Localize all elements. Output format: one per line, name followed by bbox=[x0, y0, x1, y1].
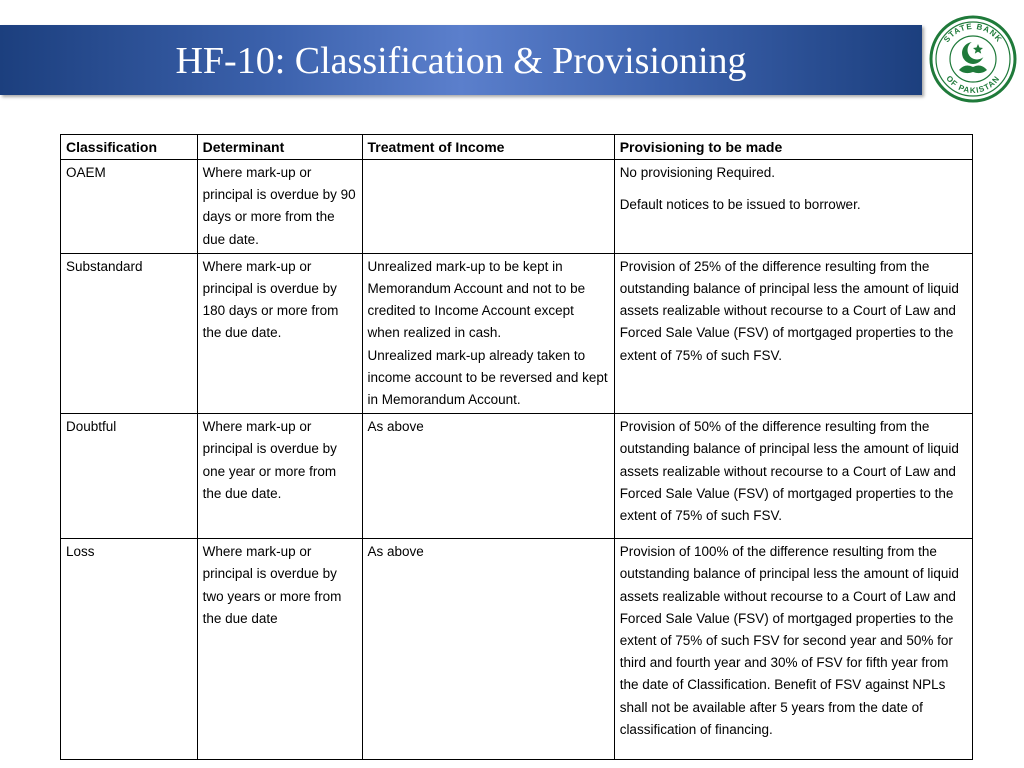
table-header-row bbox=[61, 135, 973, 160]
header-determinant: Determinant bbox=[197, 135, 362, 160]
provisioning-line-2: Default notices to be issued to borrower. bbox=[619, 197, 861, 213]
cell-classification: Substandard bbox=[61, 253, 198, 413]
table-row-substandard bbox=[61, 253, 973, 413]
header-classification: Classification bbox=[61, 135, 198, 160]
slide-title: HF-10: Classification & Provisioning bbox=[175, 40, 747, 82]
classification-table bbox=[60, 134, 973, 760]
cell-determinant: Where mark-up or principal is overdue by 90 days or more from the due date. bbox=[197, 160, 362, 254]
cell-treatment bbox=[362, 253, 614, 413]
table-row-doubtful bbox=[61, 414, 973, 539]
cell-classification: Doubtful bbox=[61, 414, 198, 539]
cell-determinant: Where mark-up or principal is overdue by two years or more from the due date bbox=[197, 539, 362, 760]
cell-treatment: As above bbox=[362, 539, 614, 760]
seal-text-top: STATE BANK bbox=[941, 21, 1005, 45]
cell-treatment bbox=[362, 160, 614, 254]
table-row-loss bbox=[61, 539, 973, 760]
table-row-oaem bbox=[61, 160, 973, 254]
cell-determinant: Where mark-up or principal is overdue by one year or more from the due date. bbox=[197, 414, 362, 539]
treatment-line-1: Unrealized mark-up to be kept in Memorandum Account and not to be credited to Income Account except when realized in cash. bbox=[367, 258, 586, 341]
provisioning-line-1: No provisioning Required. bbox=[619, 165, 776, 180]
cell-treatment: As above bbox=[362, 414, 614, 539]
cell-provisioning bbox=[614, 160, 972, 254]
cell-determinant: Where mark-up or principal is overdue by 180 days or more from the due date. bbox=[197, 253, 362, 413]
header-provisioning: Provisioning to be made bbox=[614, 135, 972, 160]
cell-provisioning: Provision of 100% of the difference resulting from the outstanding balance of principal less the amount of liquid assets realizable without recourse to a Court of Law and Forced Sale Value (FSV) of mortgaged properties to the extent of 75% of such FSV for second year and 50% for third and fourth year and 30% of FSV for fifth year from the date of Classification. Benefit of FSV against NPLs shall not be available after 5 years from the date of classification of financing. bbox=[614, 539, 972, 760]
seal-text-bottom: OF PAKISTAN bbox=[944, 73, 1002, 96]
state-bank-of-pakistan-seal-icon bbox=[929, 15, 1017, 103]
cell-classification: OAEM bbox=[61, 160, 198, 254]
cell-provisioning: Provision of 50% of the difference resulting from the outstanding balance of principal less the amount of liquid assets realizable without recourse to a Court of Law and Forced Sale Value (FSV) of mortgaged properties to the extent of 75% of such FSV. bbox=[614, 414, 972, 539]
treatment-line-2: Unrealized mark-up already taken to income account to be reversed and kept in Memorandum Account. bbox=[367, 347, 608, 408]
cell-classification: Loss bbox=[61, 539, 198, 760]
cell-provisioning: Provision of 25% of the difference resulting from the outstanding balance of principal less the amount of liquid assets realizable without recourse to a Court of Law and Forced Sale Value (FSV) of mortgaged properties to the extent of 75% of such FSV. bbox=[614, 253, 972, 413]
header-treatment-of-income: Treatment of Income bbox=[362, 135, 614, 160]
title-bar bbox=[0, 25, 922, 95]
